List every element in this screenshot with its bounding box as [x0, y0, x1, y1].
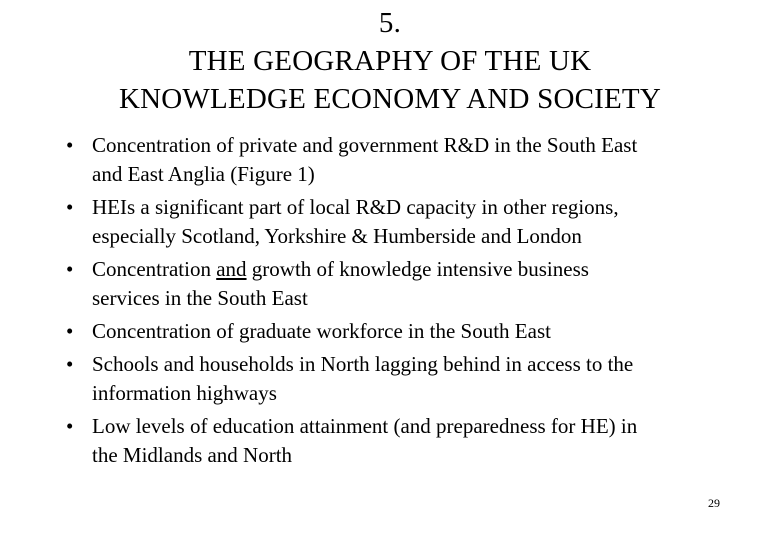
bullet-text-segment: Concentration [92, 257, 217, 281]
bullet-item [60, 255, 760, 313]
bullet-text-line: Concentration of private and government R&D in the South East [92, 133, 638, 157]
title-line-2: KNOWLEDGE ECONOMY AND SOCIETY [119, 83, 661, 115]
bullet-icon: • [66, 319, 74, 343]
bullet-item [60, 317, 760, 346]
bullet-icon: • [66, 352, 74, 376]
bullet-text-segment: growth of knowledge intensive business [246, 257, 589, 281]
bullet-text-line: especially Scotland, Yorkshire & Humberside and London [92, 224, 582, 248]
bullet-text-line: HEIs a significant part of local R&D capacity in other regions, [92, 195, 619, 219]
bullet-icon: • [66, 195, 74, 219]
bullet-icon: • [66, 257, 74, 281]
page-number: 29 [708, 496, 720, 510]
bullet-item [60, 412, 760, 470]
bullet-text-line: Concentration of graduate workforce in the South East [92, 319, 551, 343]
bullet-item [60, 193, 760, 251]
bullet-text-line: the Midlands and North [92, 443, 293, 467]
underlined-word: and [216, 257, 247, 281]
bullet-list [60, 131, 760, 474]
bullet-text-line: information highways [92, 381, 277, 405]
bullet-icon: • [66, 133, 74, 157]
bullet-text-line: and East Anglia (Figure 1) [92, 162, 315, 186]
bullet-item [60, 350, 760, 408]
bullet-icon: • [66, 414, 74, 438]
title-line-1: THE GEOGRAPHY OF THE UK [188, 45, 592, 77]
bullet-text-line [92, 255, 760, 284]
title-number: 5. [378, 7, 402, 39]
bullet-text-line: Low levels of education attainment (and preparedness for HE) in [92, 414, 638, 438]
bullet-text-line: Schools and households in North lagging behind in access to the [92, 352, 634, 376]
slide-title [0, 4, 780, 118]
bullet-text-line: services in the South East [92, 286, 308, 310]
bullet-item [60, 131, 760, 189]
